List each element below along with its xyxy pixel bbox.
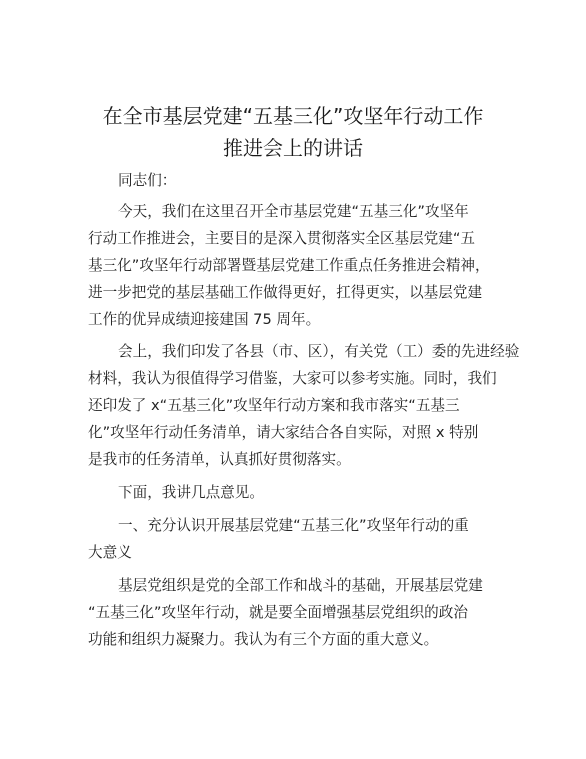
paragraph-2-line-1: 会上，我们印发了各县（市、区），有关党（工）委的先进经验: [118, 343, 520, 360]
section-heading-1-line-1: 一、充分认识开展基层党建“五基三化”攻坚年行动的重: [118, 517, 469, 534]
paragraph-5-line-2: “五基三化”攻坚年行动，就是要全面增强基层党组织的政治: [88, 604, 468, 621]
section-heading-1-line-2: 大意义: [88, 544, 132, 561]
paragraph-2-line-4: 化”攻坚年行动任务清单，请大家结合各自实际，对照 x 特别: [88, 424, 479, 441]
document-title-line-2: 推进会上的讲话: [223, 136, 363, 160]
paragraph-1-line-2: 行动工作推进会，主要目的是深入贯彻落实全区基层党建“五: [88, 230, 476, 247]
salutation: 同志们：: [118, 172, 177, 189]
paragraph-5-line-1: 基层党组织是党的全部工作和战斗的基础，开展基层党建: [118, 577, 483, 594]
paragraph-5-line-3: 功能和组织力凝聚力。我认为有三个方面的重大意义。: [88, 631, 439, 648]
paragraph-2-line-2: 材料，我认为很值得学习借鉴，大家可以参考实施。同时，我们: [88, 370, 497, 387]
paragraph-2-line-5: 是我市的任务清单，认真抓好贯彻落实。: [88, 451, 351, 468]
document-title-line-1: 在全市基层党建“五基三化”攻坚年行动工作: [102, 104, 484, 128]
paragraph-1-line-3: 基三化”攻坚年行动部署暨基层党建工作重点任务推进会精神，: [88, 257, 490, 274]
paragraph-1-line-5: 工作的优异成绩迎接建国 75 周年。: [88, 311, 321, 328]
paragraph-1-line-1: 今天，我们在这里召开全市基层党建“五基三化”攻坚年: [118, 203, 469, 220]
paragraph-2-line-3: 还印发了 x“五基三化”攻坚年行动方案和我市落实“五基三: [88, 397, 460, 414]
paragraph-1-line-4: 进一步把党的基层基础工作做得更好，扛得更实，以基层党建: [88, 284, 483, 301]
paragraph-3-line-1: 下面，我讲几点意见。: [118, 484, 264, 501]
